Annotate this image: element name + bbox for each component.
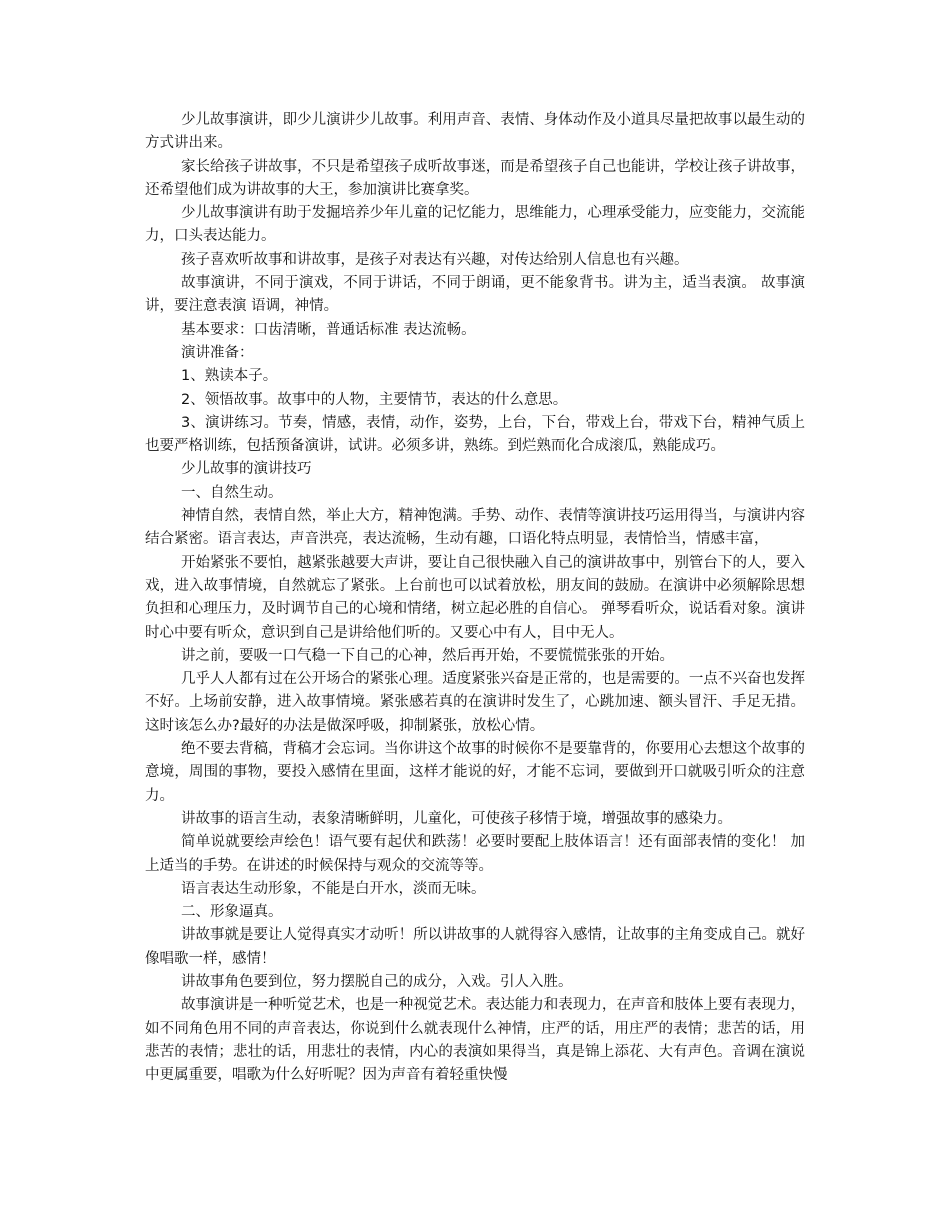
subsection-heading: 一、自然生动。	[181, 484, 283, 501]
paragraph: 家长给孩子讲故事，不只是希望孩子成听故事迷，而是希望孩子自己也能讲，学校让孩子讲故事，还希望他们成为讲故事的大王，参加演讲比赛拿奖。	[145, 158, 805, 198]
paragraph: 开始紧张不要怕，越紧张越要大声讲，要让自己很快融入自己的演讲故事中，别管台下的人，要入戏，进入故事情境，自然就忘了紧张。上台前也可以试着放松，朋友间的鼓励。在演讲中必须解除思想负担和心理压力，及时调节自己的心境和情绪，树立起必胜的自信心。 弹琴看听众，说话看对象。演讲时心中要有听众，意识到自己是讲给他们听的。又要心中有人，目中无人。	[145, 554, 805, 641]
paragraph: 讲故事角色要到位，努力摆脱自己的成分，入戏。引人入胜。	[181, 973, 573, 990]
paragraph: 神情自然，表情自然，举止大方，精神饱满。手势、动作、表情等演讲技巧运用得当，与演讲内容结合紧密。语言表达，声音洪亮，表达流畅，生动有趣，口语化特点明显，表情恰当，情感丰富，	[145, 508, 805, 548]
paragraph: 故事演讲是一种听觉艺术，也是一种视觉艺术。表达能力和表现力，在声音和肢体上要有表现力，如不同角色用不同的声音表达，你说到什么就表现什么神情，庄严的话，用庄严的表情；悲苦的话，用悲苦的表情；悲壮的话，用悲壮的表情，内心的表演如果得当，真是锦上添花、大有声色。音调在演说中更属重要，唱歌为什么好听呢？因为声音有着轻重快慢	[145, 997, 805, 1084]
paragraph: 讲故事就是要让人觉得真实才动听！所以讲故事的人就得容入感情，让故事的主角变成自己。就好像唱歌一样，感情！	[145, 927, 805, 967]
section-label: 演讲准备：	[181, 344, 254, 361]
paragraph: 孩子喜欢听故事和讲故事，是孩子对表达有兴趣，对传达给别人信息也有兴趣。	[181, 251, 689, 268]
paragraph: 几乎人人都有过在公开场合的紧张心理。适度紧张兴奋是正常的，也是需要的。一点不兴奋也发挥不好。上场前安静，进入故事情境。紧张感若真的在演讲时发生了，心跳加速、额头冒汗、手足无措。这时该怎么办?最好的办法是做深呼吸，抑制紧张，放松心情。	[145, 671, 805, 734]
list-item: 1、熟读本子。	[181, 368, 278, 385]
paragraph: 故事演讲，不同于演戏，不同于讲话，不同于朗诵，更不能象背书。讲为主，适当表演。 故事演讲，要注意表演 语调，神情。	[145, 275, 805, 315]
list-item: 2、领悟故事。故事中的人物，主要情节，表达的什么意思。	[181, 391, 568, 408]
paragraph: 讲故事的语言生动，表象清晰鲜明，儿童化，可使孩子移情于境，增强故事的感染力。	[181, 810, 732, 827]
document-body	[145, 109, 805, 1087]
paragraph: 少儿故事演讲有助于发掘培养少年儿童的记忆能力，思维能力，心理承受能力，应变能力，交流能力，口头表达能力。	[145, 205, 805, 245]
list-item: 3、演讲练习。节奏，情感，表情，动作，姿势，上台，下台，带戏上台，带戏下台，精神气质上也要严格训练，包括预备演讲，试讲。必须多讲，熟练。到烂熟而化合成滚瓜，熟能成巧。	[145, 414, 805, 455]
subsection-heading: 二、形象逼真。	[181, 904, 283, 921]
paragraph: 少儿故事演讲，即少儿演讲少儿故事。利用声音、表情、身体动作及小道具尽量把故事以最生动的方式讲出来。	[145, 112, 805, 152]
paragraph: 绝不要去背稿，背稿才会忘词。当你讲这个故事的时候你不是要靠背的，你要用心去想这个故事的意境，周围的事物，要投入感情在里面，这样才能说的好，才能不忘词，要做到开口就吸引听众的注意力。	[145, 741, 805, 804]
section-heading: 少儿故事的演讲技巧	[181, 461, 312, 478]
paragraph: 简单说就要绘声绘色！语气要有起伏和跌荡！必要时要配上肢体语言！还有面部表情的变化！ 加上适当的手势。在讲述的时候保持与观众的交流等等。	[145, 834, 805, 874]
paragraph: 讲之前，要吸一口气稳一下自己的心神，然后再开始，不要慌慌张张的开始。	[181, 647, 674, 664]
paragraph: 基本要求：口齿清晰，普通话标准 表达流畅。	[181, 321, 476, 338]
paragraph: 语言表达生动形象，不能是白开水，淡而无味。	[181, 880, 486, 897]
